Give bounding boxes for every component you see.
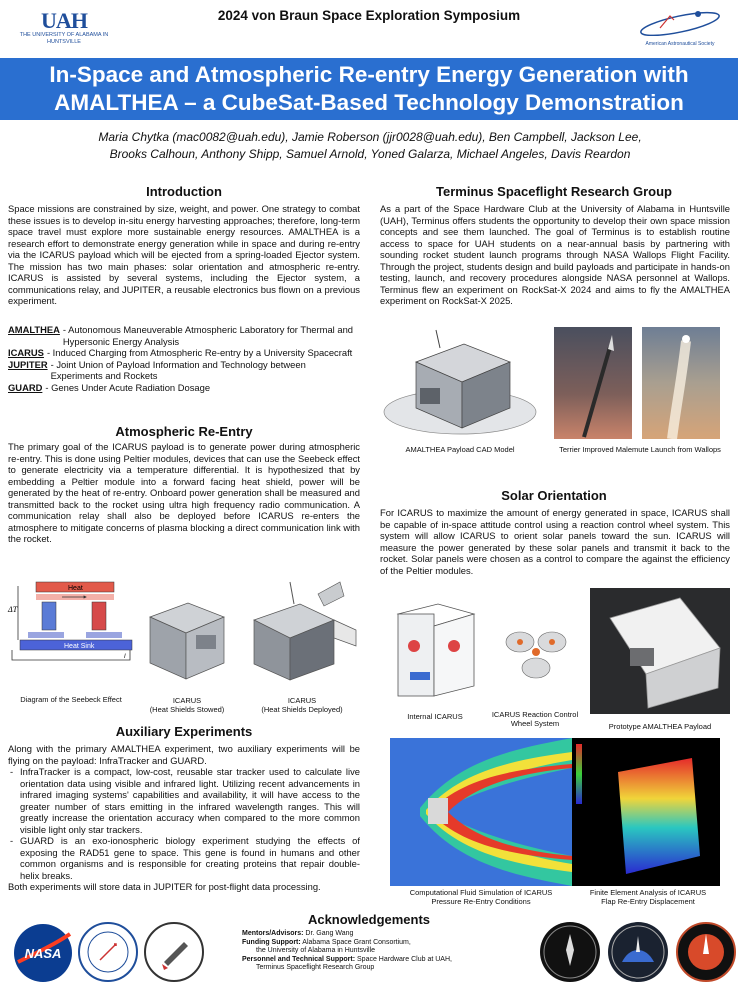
intro-heading: Introduction [146,184,222,199]
authors-line-2: Brooks Calhoun, Anthony Shipp, Samuel Arnold, Yoned Galarza, Michael Angeles, Davis Reardon [109,147,631,161]
caption-line: Pressure Re-Entry Conditions [431,897,531,906]
reaction-wheel-image [496,612,576,696]
title-banner [0,58,738,120]
author-list [20,129,720,163]
launch-photo-2 [642,327,720,439]
acronym-desc: - Joint Union of Payload Information and Technology between Experiments and Rockets [50,358,306,381]
prototype-photo [590,588,730,714]
aux-bullet: - GUARD is an exo-ionospheric biology experiment studying the effects of exposing the RAD51 gene to space. This gene is found in humans and other common organisms and is responsible for creating proteins that repair double-helix breaks. [8,835,360,881]
acronym-list [8,324,360,393]
caption-line: ICARUS [172,696,202,705]
heat-label: Heat [68,585,83,592]
reaction-wheel-caption [480,710,590,728]
ack-label: Funding Support: [242,938,301,946]
acronym-row [8,324,360,347]
aas-logo-text: American Astronautical Society [645,41,715,47]
acronym-row [8,359,360,382]
aux-heading: Auxiliary Experiments [115,724,253,739]
caption-line: ICARUS [287,696,317,705]
caption-line: (Heat Shields Deployed) [261,705,343,714]
poster-title-line-2: AMALTHEA – a CubeSat-Based Technology Demonstration [54,90,684,115]
intro-text: Space missions are constrained by size, weight, and power. One strategy to combat these issues is to develop in-situ energy harvesting approaches; therefore, long-term space travel must explore more sustainable energy resources. AMALTHEA is a research effort to demonstrate energy generation while in space and during re-entry via the ICARUS payload which will be ejected from a spring-loaded Ejector system. The mission has two main phases: solar orientation and atmospheric re-entry. ICARUS is assisted by several systems, including the Ejector system, a communications relay, and JUPITER, a reusable electronics bus flown on a previous experiment. [8,203,360,306]
ack-text: Dr. Gang Wang [305,930,354,937]
icarus-deployed-caption [244,696,360,714]
acronym-key: JUPITER [8,358,48,370]
fea-caption [572,888,724,906]
acronym-desc: - Genes Under Acute Radiation Dosage [45,381,211,393]
aux-bullet-list [8,766,360,881]
ack-line [242,930,512,939]
uah-logo-mark: UAH [41,8,87,33]
ack-text: Alabama Space Grant Consortium, [302,938,411,946]
caption-line: Finite Element Analysis of ICARUS [589,888,707,897]
caption-line: Computational Fluid Simulation of ICARUS [409,888,553,897]
aux-bullet: - InfraTracker is a compact, low-cost, reusable star tracker used to calculate live orientation data using visible and infrared light. Utilizing recent advancements in infrared imaging systems' capabilities and availability, it will have access to the greater number of stars emitting in the infrared wavelength ranges. This will greatly increase the orientation accuracy when compared to the more common visible light only star trackers. [8,766,360,835]
seebeck-caption: Diagram of the Seebeck Effect [20,695,122,704]
solar-text: For ICARUS to maximize the amount of energy generated in space, ICARUS shall be capable of in-space attitude control using a reaction control wheel system. This system will allow ICARUS to orient solar panels toward the sun. ICARUS will measure the power generated by these solar panels and transmit it back to the rocket. Solar panels were chosen as a control to compare the against the efficiency of the Peltier modules. [380,507,730,576]
poster-title-line-1: In-Space and Atmospheric Re-entry Energy Generation with [49,62,689,87]
ack-heading: Acknowledgements [307,912,431,927]
ack-line [242,956,512,965]
aas-orbit-icon [630,6,730,36]
reentry-text: The primary goal of the ICARUS payload is to generate power during atmospheric re-entry. This is done using Peltier modules, devices that can use the Seebeck effect to generate electricity via a temperature differential. It is hypothesized that by embedding a Peltier module into a forward facing heat shield, power will be generated by the heat of re-entry. Onboard power generation shall be measured and transmitted back to the rocket using ultra high frequency radio communication. A communication relay shall also be deployed before ICARUS re-enters the atmosphere to mitigate concerns of plasma blocking a direct communication link with the rocket. [8,441,360,544]
cfd-simulation-image [390,738,572,886]
internal-icarus-caption: Internal ICARUS [407,712,463,721]
cfd-caption [384,888,578,906]
acronym-row [8,347,360,359]
acronym-key: ICARUS [8,347,44,358]
mission-patch-2 [608,922,668,982]
authors-line-1: Maria Chytka (mac0082@uah.edu), Jamie Roberson (jjr0028@uah.edu), Ben Campbell, Jackson Lee, [98,130,642,144]
aux-section [8,743,360,893]
prototype-caption: Prototype AMALTHEA Payload [608,722,712,731]
ack-block [242,930,512,973]
icarus-stowed-caption [138,696,236,714]
terminus-heading: Terminus Spaceflight Research Group [436,184,672,199]
acronym-key: AMALTHEA [8,324,60,335]
ack-text: Terminus Spaceflight Research Group [256,964,375,971]
fea-analysis-image [572,738,720,886]
ack-label: Mentors/Advisors: [242,930,304,937]
terminus-text: As a part of the Space Hardware Club at the University of Alabama in Huntsville (UAH), Terminus offers students the opportunity to develop their own space mission concepts and see them launched. The goal of Terminus is to establish routine access to space for UAH students on a near-annual basis by partnering with sounding rocket student launch programs through NASA Wallops Flight Facility. Through the project, students design and build payloads and participate in hands-on testing, launch, and recovery procedures alongside NASA personnel at Wallops. Terminus flew an experiment on RockSat-X 2024 and aims to fly the AMALTHEA experiment on RockSat-X 2025. [380,203,730,306]
internal-icarus-image [388,600,482,704]
ack-line [242,939,512,948]
nasa-logo-text: NASA [24,946,62,961]
ack-line [242,964,512,973]
ack-line [242,947,512,956]
terminus-patch [676,922,736,982]
launch-caption: Terrier Improved Malemute Launch from Wallops [559,445,721,454]
ack-text: the University of Alabama in Huntsville [256,947,376,954]
launch-photo-1 [554,327,632,439]
uah-logo-text: THE UNIVERSITY OF ALABAMA IN HUNTSVILLE [19,32,109,45]
shc-logo [144,922,204,982]
icarus-stowed-image [144,595,230,685]
cad-caption: AMALTHEA Payload CAD Model [405,445,515,454]
aux-intro: Along with the primary AMALTHEA experiment, two auxiliary experiments will be flying on the payload: InfraTracker and GUARD. [8,743,360,766]
ack-text: Space Hardware Club at UAH, [357,955,452,963]
acronym-key: GUARD [8,381,43,393]
current-label: I [124,654,126,660]
acronym-desc: - Induced Charging from Atmospheric Re-entry by a University Spacecraft [46,347,353,358]
mission-patch-1 [540,922,600,982]
caption-line: (Heat Shields Stowed) [149,705,225,714]
icarus-deployed-image [244,580,360,688]
aas-logo [630,6,730,46]
ack-label: Personnel and Technical Support: [242,955,356,963]
acronym-row [8,382,360,394]
solar-heading: Solar Orientation [501,488,607,503]
caption-line: Wheel System [510,719,560,728]
cad-model-image [380,328,540,440]
seebeck-diagram [6,578,136,678]
delta-t-label: ΔT [8,605,18,614]
acronym-desc: - Autonomous Maneuverable Atmospheric Laboratory for Thermal and Hypersonic Energy Analysis [62,324,353,347]
space-grant-seal [78,922,138,982]
caption-line: ICARUS Reaction Control [491,710,579,719]
caption-line: Flap Re-Entry Displacement [601,897,695,906]
symposium-title: 2024 von Braun Space Exploration Symposium [217,8,521,23]
aux-outro: Both experiments will store data in JUPITER for post-flight data processing. [8,881,321,892]
nasa-logo [14,924,72,982]
heat-sink-label: Heat Sink [64,643,95,650]
reentry-heading: Atmospheric Re-Entry [115,424,253,439]
